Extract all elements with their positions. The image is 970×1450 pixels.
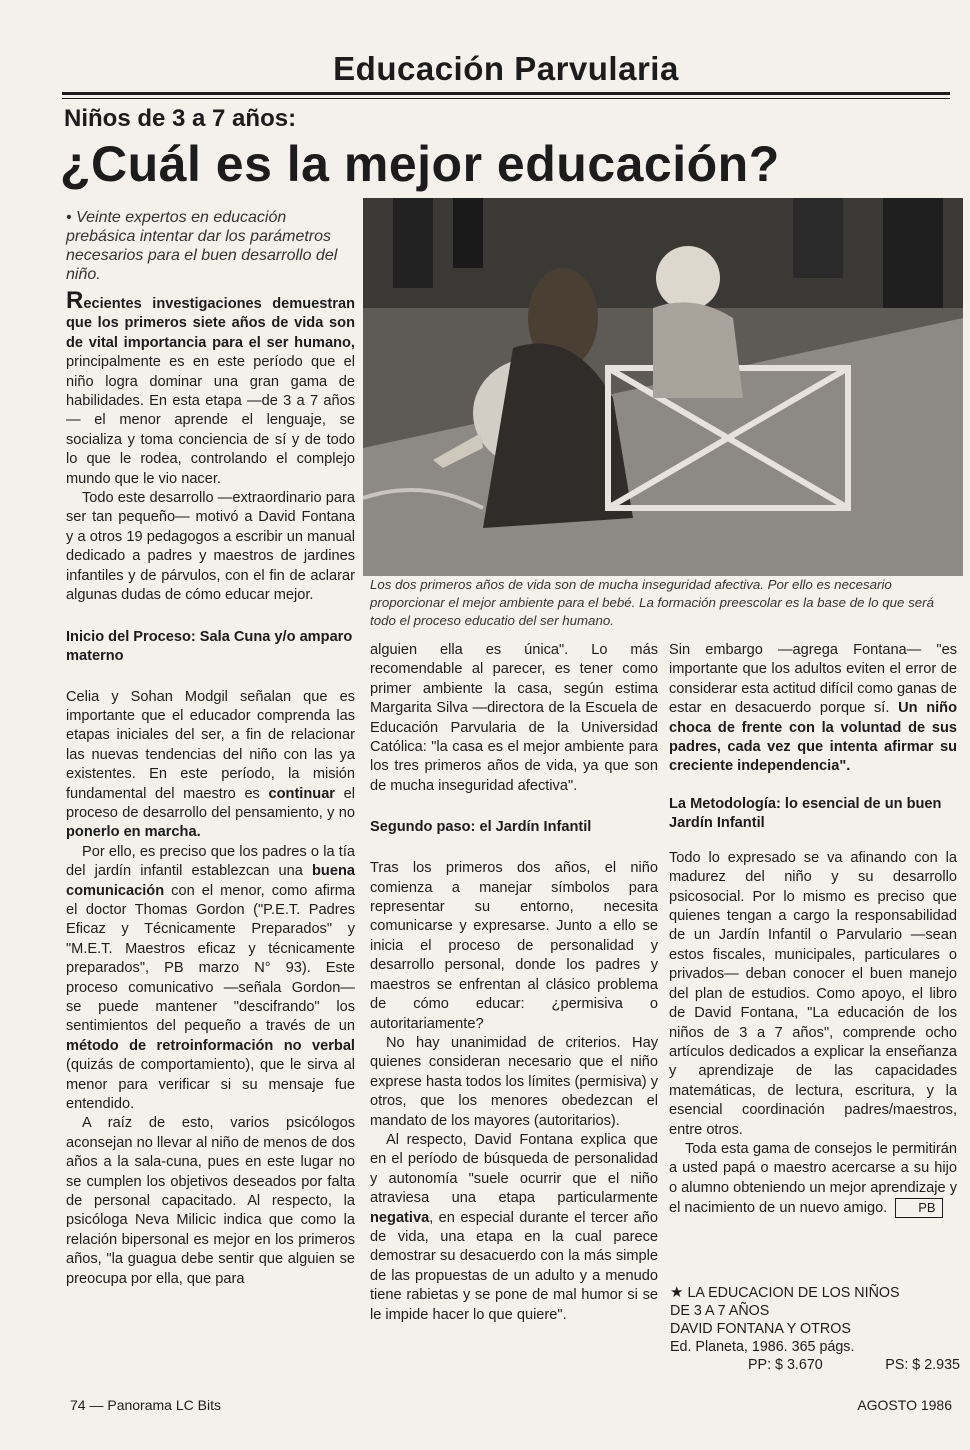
lead-bold: ecientes investigaciones demuestran que los primeros siete años de vida son de vital importancia para el ser humano, [66, 296, 355, 351]
book-title-line: ★ LA EDUCACION DE LOS NIÑOS [670, 1284, 900, 1301]
headline: ¿Cuál es la mejor educación? [60, 136, 780, 192]
column-1 [66, 287, 355, 1289]
paragraph: Toda esta gama de consejos le permitirán a usted papá o maestro acercarse a su hijo o alumno obteniendo un mejor aprendizaje y el nacimiento de un nuevo amigo. PB [669, 1140, 958, 1217]
column-3 [669, 641, 957, 1219]
book-title-line-2: DE 3 A 7 AÑOS [670, 1303, 770, 1319]
lead-paragraph: Recientes investigaciones demuestran que los primeros siete años de vida son de vital importancia para el ser humano, principalmente es en este período que el niño logra dominar una gran gama de habilidades. En esta etapa —de 3 a 7 años— el menor aprende el lenguaje, se socializa y toma conciencia de sí y de todo lo que le rodea, controlando el complejo mundo que le vio nacer. [66, 287, 355, 487]
paragraph: Sin embargo —agrega Fontana— "es importante que los adultos eviten el error de considerar esta actitud difícil como ganas de estar en desacuerdo porque sí. Un niño choca de frente con la voluntad de sus padres, cada vez que intenta afirmar su creciente independencia". [669, 642, 957, 775]
subhead: La Metodología: lo esencial de un buen Jardín Infantil [669, 795, 942, 831]
paragraph: Todo lo expresado se va afinando con la madurez del niño y su desarrollo psicosocial. Por lo mismo es preciso que quienes tengan a cargo la responsabilidad de un Jardín Infantil o Parvulario —sean estos fiscales, municipales, particulares o privados— deban conocer el buen manejo del plan de estudios. Como apoyo, el libro de David Fontana, "La educación de los niños de 3 a 7 años", comprende ocho artículos dedicados a explicar la enseñanza y aprendizaje de las capacidades matemáticas, de lectura, escritura, y la esencial coordinación padres/maestros, entre otros. [669, 849, 957, 1138]
book-prices [670, 1356, 960, 1374]
star-icon: ★ [670, 1284, 684, 1301]
paragraph: Al respecto, David Fontana explica que en el período de búsqueda de personalidad y autonomía "suele ocurrir que el niño atraviesa una etapa particularmente negativa, en especial durante el tercer año de vida, una etapa en la cual parece demostrar su desacuerdo con la más simple de las propuestas de un adulto y a menudo tiene rabietas y se pone de mal humor si se le impide hacer lo que quiere". [370, 1131, 658, 1323]
paragraph: Tras los primeros dos años, el niño comienza a manejar símbolos para representar su entorno, necesita comunicarse y expresarse. Junto a ello se inicia el proceso de personalidad y desarrollo personal, donde los padres y maestros se enfrentan al clásico problema de cómo educar: ¿permisiva o autoritariamente? [370, 860, 658, 1032]
paragraph: Celia y Sohan Modgil señalan que es importante que el educador comprenda las etapas iniciales del ser, a fin de relacionar las nuevas tendencias del niño con las ya existentes. En este período, la misión fundamental del maestro es continuar el proceso de desarrollo del pensamiento, y no ponerlo en marcha. [66, 688, 355, 841]
subhead: Inicio del Proceso: Sala Cuna y/o amparo materno [66, 628, 353, 664]
header-rule [62, 92, 950, 95]
dek: • Veinte expertos en educación prebásica intentar dar los parámetros necesarios para el buen desarrollo del niño. [66, 209, 338, 283]
dropcap: R [66, 287, 84, 314]
kicker: Niños de 3 a 7 años: [64, 105, 297, 132]
book-publisher: Ed. Planeta, 1986. 365 págs. [670, 1339, 855, 1355]
footer-date: AGOSTO 1986 [857, 1397, 952, 1413]
paragraph: Todo este desarrollo —extraordinario para ser tan pequeño— motivó a David Fontana y a otros 19 pedagogos a escribir un manual dedicado a padres y maestros de jardines infantiles y de párvulos, con el fin de aclarar algunas dudas de cómo educar mejor. [66, 490, 355, 604]
paragraph: No hay unanimidad de criterios. Hay quienes consideran necesario que el niño exprese hasta todos los límites (permisiva) y otros, que los menores obedezcan el mandato de los mayores (autoritarios). [370, 1034, 658, 1129]
paragraph: A raíz de esto, varios psicólogos aconsejan no llevar al niño de menos de dos años a la sala-cuna, pues en este lugar no se cumplen los objetivos deseados por falta de personal capacitado. Al respecto, la psicóloga Neva Milicic indica que como la relación bipersonal es mejor en los primeros años, "la guagua debe sentir que alguien se preocupa por ella, que para [66, 1115, 355, 1287]
footer-page-number: 74 — Panorama LC Bits [70, 1397, 221, 1413]
article-photo [363, 198, 963, 576]
column-2 [370, 641, 658, 1325]
subhead: Segundo paso: el Jardín Infantil [370, 819, 592, 836]
signature-box: PB [895, 1198, 942, 1218]
header-rule-thin [62, 98, 950, 99]
photo-illustration [363, 198, 963, 576]
book-info [670, 1284, 960, 1374]
section-title: Educación Parvularia [333, 50, 679, 87]
price-pp: PP: $ 3.670 [748, 1357, 823, 1373]
photo-caption: Los dos primeros años de vida son de mucha inseguridad afectiva. Por ello es necesario proporcionar el mejor ambiente para el bebé. La formación preescolar es la base de lo que será todo el proceso educatio del ser humano. [370, 577, 934, 628]
paragraph: alguien ella es única". Lo más recomendable al parecer, es tener como primer ambiente la casa, según estima Margarita Silva —directora de la Escuela de Educación Parvularia de la Universidad Católica: "la casa es el mejor ambiente para los tres primeros años de vida, ya que son de mucha inseguridad afectiva". [370, 642, 658, 794]
book-authors: DAVID FONTANA Y OTROS [670, 1321, 851, 1337]
paragraph: Por ello, es preciso que los padres o la tía del jardín infantil establezcan una buena comunicación con el menor, como afirma el doctor Thomas Gordon ("P.E.T. Padres Eficaz y Técnicamente Preparados" y "M.E.T. Maestros eficaz y técnicamente preparados", PB marzo N° 93). Este proceso comunicativo —señala Gordon— se puede mantener "descifrando" los sentimientos del pequeño a través de un método de retroinformación no verbal (quizás de comportamiento), que le sirva al menor para verificar si su mensaje fue entendido. [66, 843, 355, 1113]
price-ps: PS: $ 2.935 [885, 1357, 960, 1373]
